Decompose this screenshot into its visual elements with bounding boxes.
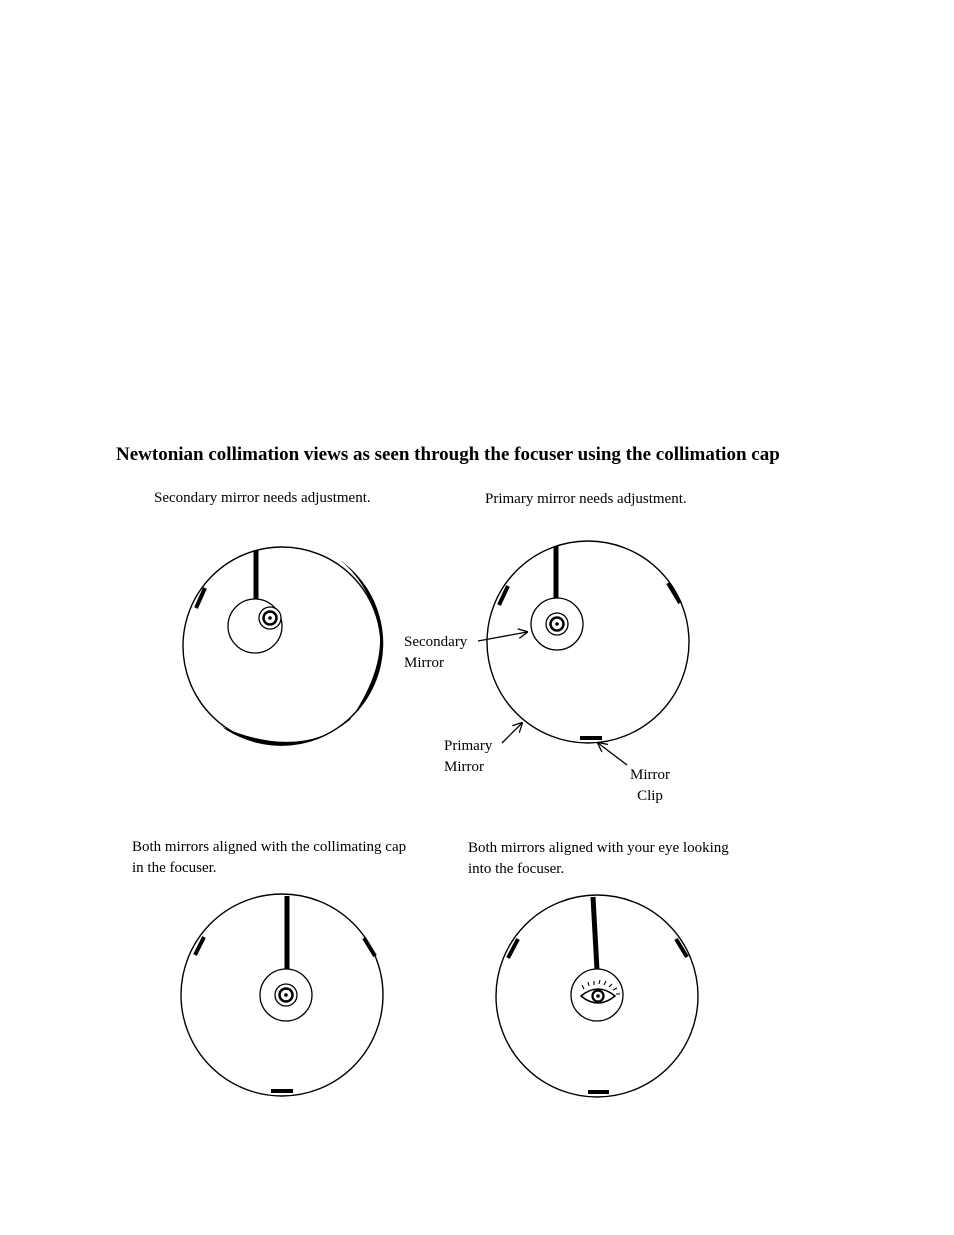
focuser-tube-outline [183,547,381,745]
view-secondary-misaligned [183,547,383,746]
cap-hole-dot [268,616,272,620]
caption-line: into the focuser. [468,861,565,877]
mirror-clip [195,937,204,955]
caption-primary-misaligned: Primary mirror needs adjustment. [485,491,687,507]
view-primary-misaligned [478,541,689,765]
mirror-clip [668,583,680,603]
spider-vane [593,897,597,970]
mirror-clip [508,939,518,958]
label-line: Secondary [404,634,468,650]
secondary-arrow [478,632,527,641]
label-line: Mirror [630,767,670,783]
caption-line: Both mirrors aligned with the collimating cap [132,839,407,855]
caption-secondary-misaligned: Secondary mirror needs adjustment. [154,490,371,506]
label-line: Clip [637,788,663,804]
view-aligned-with-eye [496,895,698,1097]
page-title: Newtonian collimation views as seen through the focuser using the collimation cap [116,444,780,465]
caption-line: Both mirrors aligned with your eye looking [468,840,729,856]
label-line: Mirror [404,655,444,671]
mirror-clip [499,586,508,605]
cap-hole-dot [555,622,559,626]
view-aligned-with-cap [181,894,383,1096]
caption-line: in the focuser. [132,860,217,876]
primary-mirror-shadow-crescent [222,560,383,746]
cap-hole-dot [284,993,288,997]
label-line: Primary [444,738,493,754]
primary-arrow [502,723,522,743]
focuser-tube-outline [487,541,689,743]
mirror-clip [364,938,375,956]
clip-arrow [598,743,627,765]
label-line: Mirror [444,759,484,775]
